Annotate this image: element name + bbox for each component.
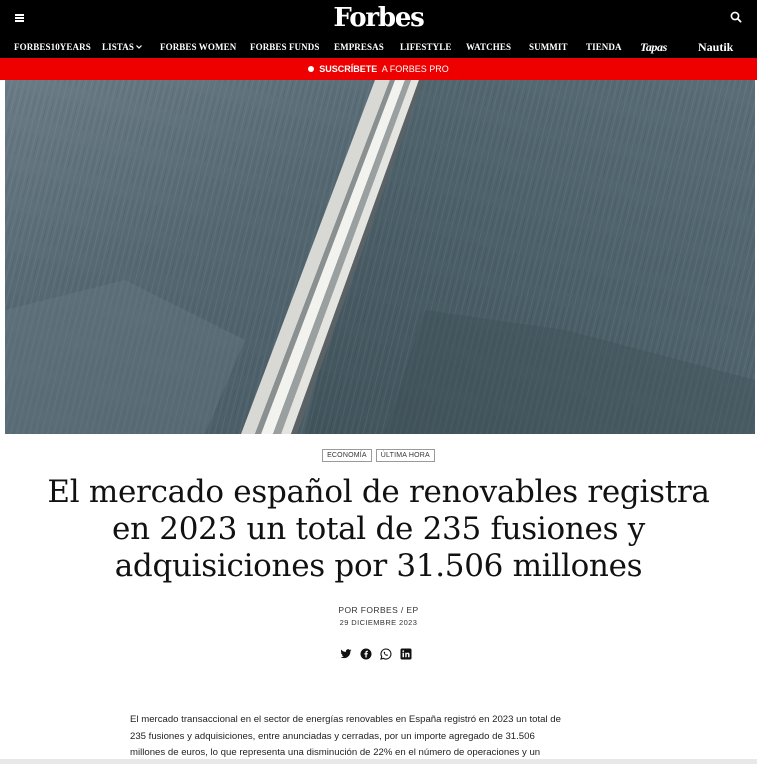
publish-date: 29 DICIEMBRE 2023 bbox=[339, 618, 418, 627]
nav-tapas[interactable]: Tapas bbox=[640, 40, 667, 54]
page-bottom-edge bbox=[0, 759, 757, 764]
tag-ultima-hora[interactable]: ÚLTIMA HORA bbox=[376, 449, 435, 462]
nav-watches[interactable]: WATCHES bbox=[466, 42, 512, 52]
byline-prefix: POR bbox=[338, 605, 359, 615]
subscribe-cta: SUSCRÍBETE bbox=[319, 64, 378, 74]
article-title bbox=[20, 474, 737, 585]
top-bar bbox=[0, 0, 757, 37]
linkedin-icon[interactable] bbox=[400, 647, 412, 659]
subscribe-text: A FORBES PRO bbox=[381, 64, 449, 74]
hero-image bbox=[5, 80, 755, 434]
record-dot-icon bbox=[308, 66, 314, 72]
share-bar bbox=[340, 647, 412, 659]
nav-listas[interactable]: LISTAS bbox=[102, 37, 143, 58]
nav-lifestyle[interactable]: LIFESTYLE bbox=[400, 42, 452, 52]
nav-summit[interactable]: SUMMIT bbox=[529, 42, 568, 52]
article-tags bbox=[0, 449, 757, 462]
whatsapp-icon[interactable] bbox=[380, 647, 392, 659]
nav-nautik[interactable]: Nautik bbox=[698, 40, 734, 54]
article-body-line-1: El mercado transaccional en el sector de energías renovables en España registró en 2023 un total de bbox=[130, 714, 561, 725]
tag-economia[interactable]: ECONOMÍA bbox=[322, 449, 372, 462]
nav-forbes-women[interactable]: FORBES WOMEN bbox=[160, 42, 237, 52]
article-title-line-3: adquisiciones por 31.506 millones bbox=[114, 548, 643, 584]
twitter-icon[interactable] bbox=[340, 647, 352, 659]
article-body bbox=[130, 712, 630, 762]
article-body-line-2: 235 fusiones y adquisiciones, entre anunciadas y cerradas, por un importe agregado de 31.506 bbox=[130, 730, 535, 742]
article-body-line-3: millones de euros, lo que representa una disminución de 22% en el número de operaciones y un bbox=[130, 747, 541, 758]
main-nav bbox=[0, 37, 757, 58]
nav-empresas[interactable]: EMPRESAS bbox=[334, 42, 384, 52]
article-title-line-1: El mercado español de renovables registra bbox=[47, 474, 710, 510]
chevron-down-icon bbox=[135, 38, 143, 46]
facebook-icon[interactable] bbox=[360, 647, 372, 659]
byline bbox=[0, 605, 757, 616]
author-link[interactable]: FORBES / EP bbox=[360, 605, 419, 615]
subscribe-banner[interactable] bbox=[0, 58, 757, 80]
search-icon[interactable] bbox=[725, 6, 747, 28]
nav-forbes10years[interactable]: FORBES10YEARS bbox=[14, 42, 91, 52]
nav-forbes-funds[interactable]: FORBES FUNDS bbox=[250, 42, 320, 52]
nav-tienda[interactable]: TIENDA bbox=[586, 42, 622, 52]
forbes-logo[interactable]: Forbes bbox=[333, 3, 424, 33]
article-title-line-2: en 2023 un total de 235 fusiones y bbox=[112, 511, 645, 547]
